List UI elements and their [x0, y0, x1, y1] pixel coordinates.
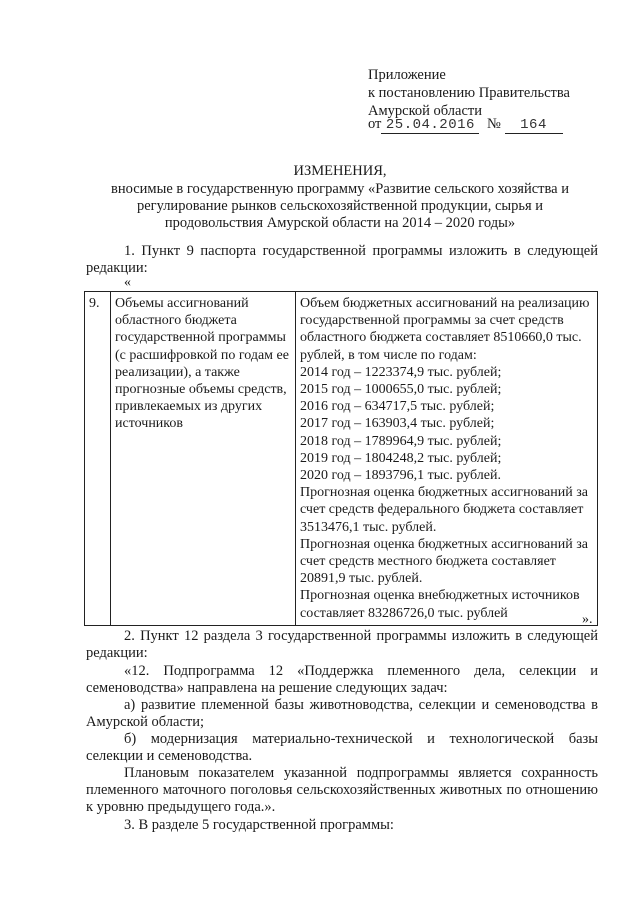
extra-budget-text: Прогнозная оценка внебюджетных источников составляет 83286726,0 тыс. рублей [300, 588, 580, 621]
number-label: № [487, 116, 501, 132]
row-name: Объемы ассигнований областного бюджета государственной программы (с расшифровкой по годам ее реализации), а также прогнозные объемы средств, привлекаемых из других источников [111, 292, 296, 626]
item-2-text: 2. Пункт 12 раздела 3 государственной программы изложить в следующей редакции: [86, 628, 598, 661]
item-1-text: 1. Пункт 9 паспорта государственной программы изложить в следующей редакции: [86, 243, 598, 276]
row-value [296, 292, 598, 626]
year-2018: 2018 год – 1789964,9 тыс. рублей; [300, 433, 502, 449]
local-budget-text: Прогнозная оценка бюджетных ассигнований за счет средств местного бюджета составляет 20891,9 тыс. рублей. [300, 536, 588, 587]
funding-intro: Объем бюджетных ассигнований на реализацию государственной программы за счет средств областного бюджета составляет 8510660,0 тыс. рублей, в том числе по годам: [300, 296, 590, 363]
item-3-text: 3. В разделе 5 государственной программы: [124, 817, 394, 833]
passport-table [84, 291, 598, 626]
year-2016: 2016 год – 634717,5 тыс. рублей; [300, 399, 495, 415]
region-name: Амурской области [368, 103, 482, 119]
row-number: 9. [85, 292, 111, 626]
table-row [85, 292, 598, 626]
subtitle-line-1: вносимые в государственную программу «Развитие сельского хозяйства и [111, 181, 569, 197]
federal-budget-text: Прогнозная оценка бюджетных ассигнований за счет средств федерального бюджета составляет 3513476,1 тыс. рублей. [300, 485, 588, 535]
year-2014: 2014 год – 1223374,9 тыс. рублей; [300, 364, 502, 380]
number-stamp: 164 [520, 117, 547, 133]
subtitle-line-3: продовольствия Амурской области на 2014 – 2020 годы» [164, 215, 516, 231]
subprogram-12-text: «12. Подпрограмма 12 «Поддержка племенного дела, селекции и семеноводства» направлена на решение следующих задач: [86, 663, 598, 696]
appendix-label: Приложение [368, 67, 446, 83]
year-2020: 2020 год – 1893796,1 тыс. рублей. [300, 468, 501, 484]
close-quote: ». [582, 612, 593, 627]
date-number-line [368, 116, 563, 134]
date-prefix: от [368, 116, 382, 132]
year-2015: 2015 год – 1000655,0 тыс. рублей; [300, 382, 502, 398]
year-2019: 2019 год – 1804248,2 тыс. рублей; [300, 450, 502, 466]
date-stamp: 25.04.2016 [385, 117, 475, 133]
document-heading: ИЗМЕНЕНИЯ, [293, 163, 387, 179]
task-a: а) развитие племенной базы животноводства, селекции и семеноводства в Амурской области; [86, 697, 598, 730]
subtitle-line-2: регулирование рынков сельскохозяйственной продукции, сырья и [136, 198, 544, 214]
resolution-reference: к постановлению Правительства [368, 85, 570, 101]
year-2017: 2017 год – 163903,4 тыс. рублей; [300, 416, 495, 432]
indicator-text: Плановым показателем указанной подпрограммы является сохранность племенного маточного поголовья сельскохозяйственных животных по отношению к уровню предыдущего года.». [86, 765, 598, 815]
open-quote: « [124, 275, 131, 290]
task-b: б) модернизация материально-технической и технологической базы селекции и семеноводства. [86, 731, 598, 764]
